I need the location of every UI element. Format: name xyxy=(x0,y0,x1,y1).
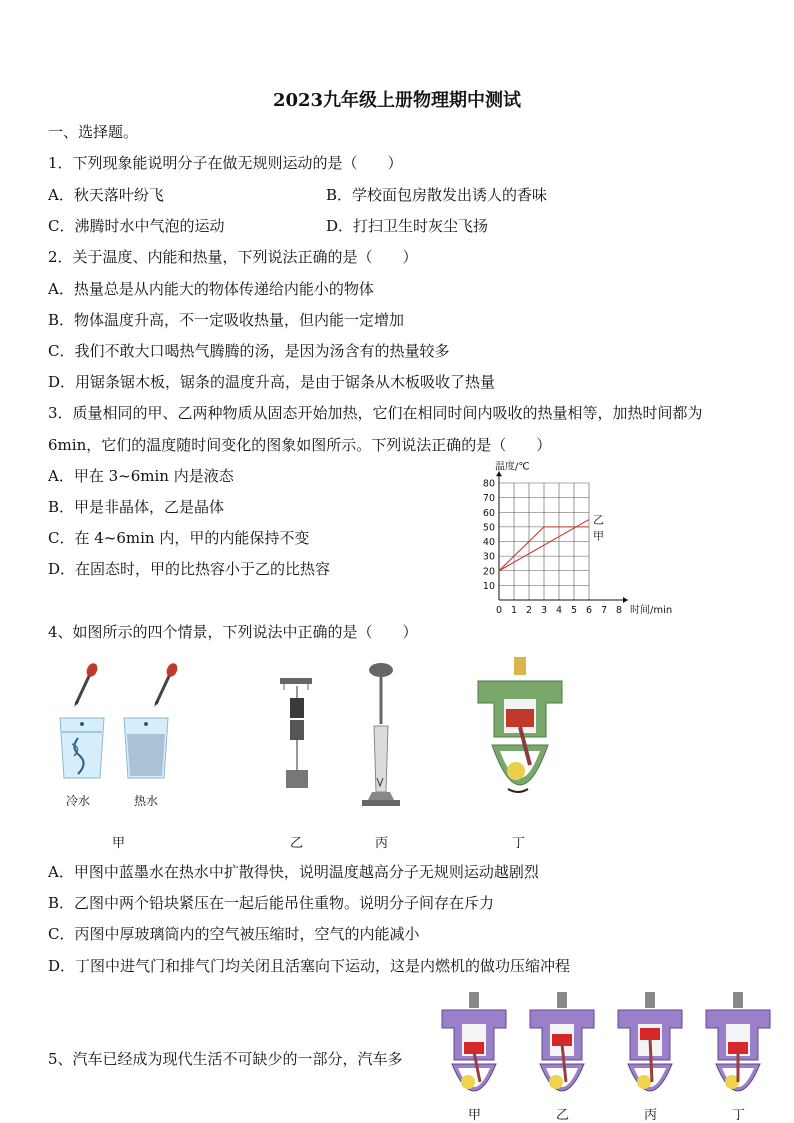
engine-stroke-caption: 甲 xyxy=(468,1108,482,1123)
engine-stroke-caption: 丙 xyxy=(644,1108,658,1123)
series-label-yi: 乙 xyxy=(593,513,604,527)
q1-option-d: D．打扫卫生时灰尘飞扬 xyxy=(326,217,489,235)
x-tick-label: 6 xyxy=(585,605,593,616)
q2-option-d: D．用锯条锯木板，锯条的温度升高，是由于锯条从木板吸收了热量 xyxy=(48,373,496,391)
q3-option-a: A．甲在 3~6min 内是液态 xyxy=(48,467,234,485)
engine-stroke-icon xyxy=(702,990,774,1122)
engine-stroke-icon xyxy=(438,990,510,1122)
q4-option-a: A．甲图中蓝墨水在热水中扩散得快，说明温度越高分子无规则运动越剧烈 xyxy=(48,863,539,881)
temperature-time-chart xyxy=(472,460,682,622)
engine-figure xyxy=(472,655,568,813)
section-heading: 一、选择题。 xyxy=(48,123,139,141)
q2-option-c: C．我们不敢大口喝热气腾腾的汤，是因为汤含有的热量较多 xyxy=(48,342,450,360)
engine-stroke-icon xyxy=(614,990,686,1122)
chart-axes xyxy=(496,471,628,603)
chart-labels xyxy=(483,460,672,616)
q1-option-a: A．秋天落叶纷飞 xyxy=(48,186,164,204)
q2-option-a: A．热量总是从内能大的物体传递给内能小的物体 xyxy=(48,280,374,298)
q3-option-c: C．在 4~6min 内，甲的内能保持不变 xyxy=(48,529,310,547)
lead-block-icon xyxy=(286,686,308,788)
x-tick-label: 8 xyxy=(615,605,623,616)
x-tick-label: 0 xyxy=(495,605,503,616)
x-tick-label: 1 xyxy=(510,605,518,616)
dropper-cold-icon xyxy=(74,662,99,707)
engine-stroke-caption: 乙 xyxy=(556,1108,570,1123)
y-tick-label: 10 xyxy=(482,580,495,592)
beaker-cold-icon xyxy=(60,718,104,778)
y-tick-label: 80 xyxy=(482,478,495,490)
q3-option-b: B．甲是非晶体，乙是晶体 xyxy=(48,498,225,516)
engine-cylinder-icon xyxy=(478,681,562,792)
spark-plug-icon xyxy=(514,657,526,675)
x-tick-label: 4 xyxy=(555,605,563,616)
y-tick-label: 60 xyxy=(482,507,495,519)
label-hot-water: 热水 xyxy=(134,794,159,808)
label-cold-water: 冷水 xyxy=(66,794,91,808)
q3-stem-line2: 6min，它们的温度随时间变化的图象如图所示。下列说法正确的是（ ） xyxy=(48,436,552,454)
q4-option-d: D．丁图中进气门和排气门均关闭且活塞向下运动，这是内燃机的做功压缩冲程 xyxy=(48,957,571,975)
engine-stroke-icon xyxy=(526,990,598,1122)
q1-option-b: B．学校面包房散发出诱人的香味 xyxy=(326,186,548,204)
q1-stem: 1．下列现象能说明分子在做无规则运动的是（ ） xyxy=(48,154,403,172)
engine-stroke-caption: 丁 xyxy=(732,1108,746,1123)
q1-option-c: C．沸腾时水中气泡的运动 xyxy=(48,217,225,235)
caption-yi: 乙 xyxy=(290,836,304,851)
q2-option-b: B．物体温度升高，不一定吸收热量，但内能一定增加 xyxy=(48,311,405,329)
beaker-hot-icon xyxy=(124,718,168,778)
q4-option-c: C．丙图中厚玻璃筒内的空气被压缩时，空气的内能减小 xyxy=(48,925,420,943)
q3-option-d: D．在固态时，甲的比热容小于乙的比热容 xyxy=(48,560,331,578)
ink-diffusion-figure xyxy=(50,660,190,810)
y-tick-label: 40 xyxy=(482,537,495,548)
caption-jia: 甲 xyxy=(112,836,126,851)
piston-handle-icon xyxy=(369,663,393,724)
q5-stem: 5、汽车已经成为现代生活不可缺少的一部分，汽车多 xyxy=(48,1050,403,1068)
chart-grid xyxy=(499,483,589,600)
y-axis-label: 温度/℃ xyxy=(495,461,530,473)
y-tick-label: 50 xyxy=(482,522,495,534)
dropper-hot-icon xyxy=(154,662,179,707)
hanger-icon xyxy=(280,678,312,690)
q3-stem-line1: 3．质量相同的甲、乙两种物质从固态开始加热，它们在相同时间内吸收的热量相等，加热时间都为 xyxy=(48,404,703,422)
lead-blocks-figure xyxy=(276,676,316,796)
glass-tube-figure xyxy=(356,660,406,810)
x-axis-arrow xyxy=(623,597,628,603)
x-tick-label: 5 xyxy=(570,605,578,616)
q2-stem: 2．关于温度、内能和热量，下列说法正确的是（ ） xyxy=(48,248,418,266)
q4-stem: 4、如图所示的四个情景，下列说法中正确的是（ ） xyxy=(48,623,418,641)
x-tick-label: 7 xyxy=(600,605,608,616)
y-tick-label: 20 xyxy=(482,566,495,578)
caption-bing: 丙 xyxy=(375,836,389,851)
series-label-jia: 甲 xyxy=(593,529,604,543)
x-tick-label: 3 xyxy=(540,605,548,616)
x-axis-label: 时间/min xyxy=(630,605,673,616)
x-tick-label: 2 xyxy=(525,605,533,616)
page-title: 2023九年级上册物理期中测试 xyxy=(272,90,522,111)
y-tick-label: 30 xyxy=(482,551,495,563)
y-tick-label: 70 xyxy=(482,493,495,505)
glass-tube-icon xyxy=(362,726,400,806)
q4-option-b: B．乙图中两个铅块紧压在一起后能吊住重物。说明分子间存在斥力 xyxy=(48,894,495,912)
caption-ding: 丁 xyxy=(512,836,526,851)
four-stroke-figure xyxy=(438,990,768,1122)
